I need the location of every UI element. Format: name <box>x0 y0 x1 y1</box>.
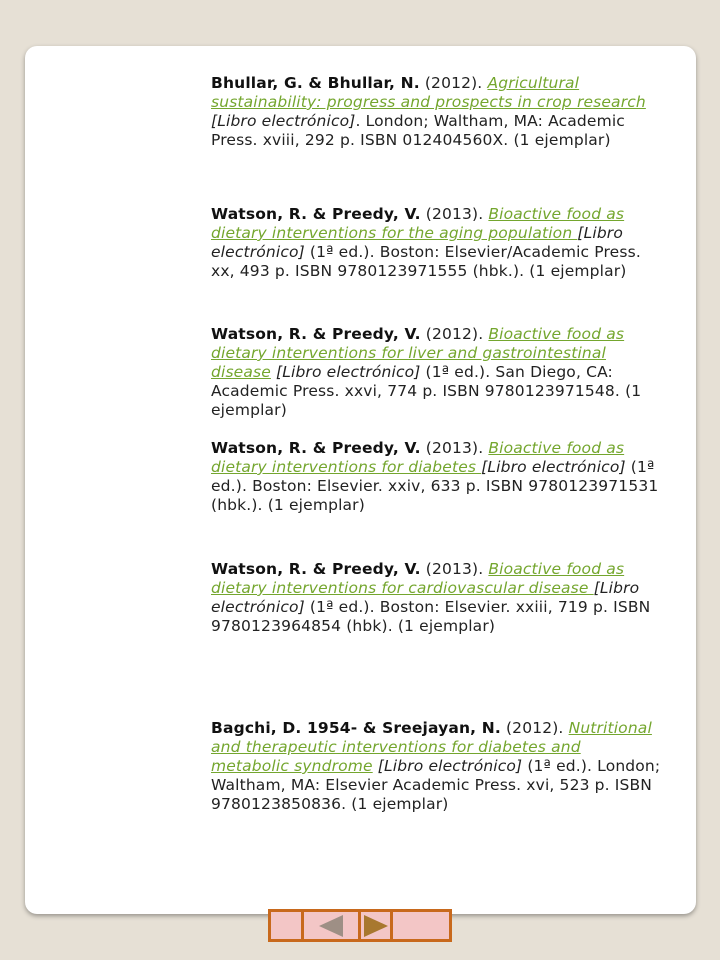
reference-details: (1ª ed.). London; Waltham, MA: Elsevier Academic Press. xvi, 523 p. ISBN 9780123850836. (1 ejemplar) <box>211 757 661 813</box>
reference-format: [Libro electrónico] <box>211 112 356 130</box>
reference-6 <box>211 719 663 814</box>
reference-author: Bagchi, D. 1954- & Sreejayan, N. <box>211 719 501 737</box>
reference-author: Watson, R. & Preedy, V. <box>211 439 421 457</box>
reference-format: [Libro electrónico] <box>372 757 523 775</box>
slide-navigation <box>268 909 452 942</box>
reference-year: (2012). <box>500 719 569 737</box>
reference-format: [Libro electrónico] <box>211 579 640 616</box>
reference-2 <box>211 205 663 281</box>
reference-year: (2012). <box>419 74 488 92</box>
reference-format: [Libro electrónico] <box>270 363 421 381</box>
triangle-right-icon <box>364 915 388 937</box>
nav-blank-right <box>393 912 449 939</box>
reference-author: Watson, R. & Preedy, V. <box>211 560 421 578</box>
triangle-left-icon <box>319 915 343 937</box>
reference-5 <box>211 560 663 636</box>
reference-title-link[interactable]: Bioactive food as dietary interventions for liver and gastrointestinal disease <box>211 325 625 381</box>
reference-3 <box>211 325 663 420</box>
reference-author: Watson, R. & Preedy, V. <box>211 205 421 223</box>
reference-author: Bhullar, G. & Bhullar, N. <box>211 74 420 92</box>
reference-4 <box>211 439 663 515</box>
reference-format: [Libro electrónico] <box>481 458 626 476</box>
reference-details: (1ª ed.). Boston: Elsevier/Academic Press. xx, 493 p. ISBN 9780123971555 (hbk.). (1 ejemplar) <box>211 243 641 280</box>
reference-year: (2013). <box>420 205 489 223</box>
reference-title-link[interactable]: Nutritional and therapeutic interventions for diabetes and metabolic syndrome <box>211 719 652 775</box>
reference-details: (1ª ed.). Boston: Elsevier. xxiv, 633 p. ISBN 9780123971531 (hbk.). (1 ejemplar) <box>211 458 659 514</box>
reference-author: Watson, R. & Preedy, V. <box>211 325 421 343</box>
next-button[interactable] <box>361 912 393 939</box>
reference-year: (2012). <box>420 325 489 343</box>
reference-details: (1ª ed.). Boston: Elsevier. xxiii, 719 p. ISBN 9780123964854 (hbk). (1 ejemplar) <box>211 598 651 635</box>
reference-1 <box>211 74 663 150</box>
reference-format: [Libro electrónico] <box>211 224 623 261</box>
reference-year: (2013). <box>420 560 489 578</box>
reference-title-link[interactable]: Bioactive food as dietary interventions for the aging population <box>211 205 625 242</box>
reference-title-link[interactable]: Bioactive food as dietary interventions for diabetes <box>211 439 625 476</box>
reference-title-link[interactable]: Agricultural sustainability: progress and prospects in crop research <box>211 74 646 111</box>
prev-button[interactable] <box>304 912 361 939</box>
reference-details: . London; Waltham, MA: Academic Press. xviii, 292 p. ISBN 012404560X. (1 ejemplar) <box>211 112 625 149</box>
reference-year: (2013). <box>420 439 489 457</box>
reference-details: (1ª ed.). San Diego, CA: Academic Press. xxvi, 774 p. ISBN 9780123971548. (1 ejemplar) <box>211 363 642 419</box>
nav-blank-left <box>271 912 304 939</box>
reference-title-link[interactable]: Bioactive food as dietary interventions for cardiovascular disease <box>211 560 625 597</box>
